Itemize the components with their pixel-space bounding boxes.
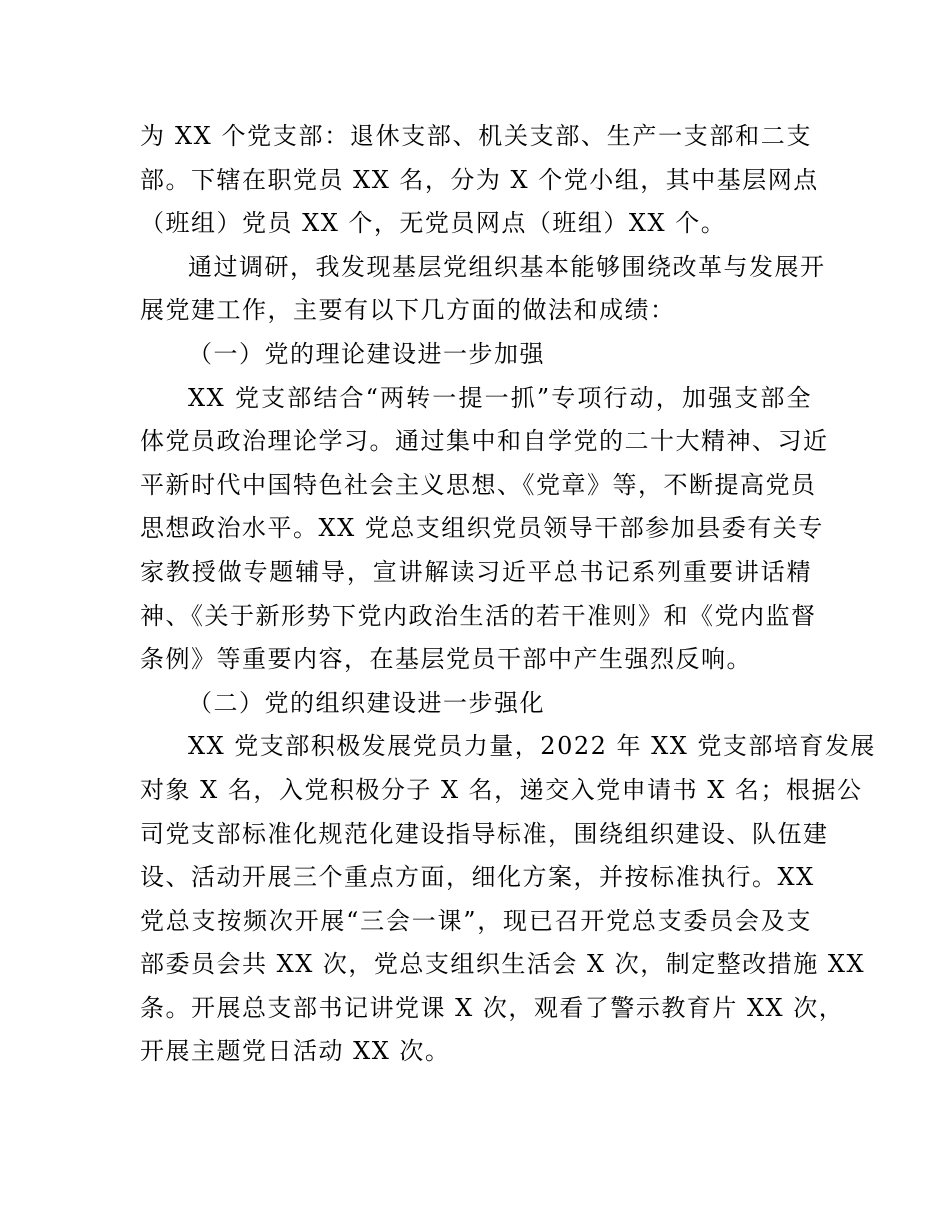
paragraph-4-line-5: 党总支按频次开展“三会一课”，现已召开党总支委员会及支 [140, 906, 812, 935]
paragraph-2-line-2: 展党建工作，主要有以下几方面的做法和成绩： [140, 296, 676, 325]
paragraph-3-line-6: 神、《关于新形势下党内政治生活的若干准则》和《党内监督 [140, 601, 817, 630]
document-body [140, 115, 876, 1074]
paragraph-3-line-5: 家教授做专题辅导，宣讲解读习近平总书记系列重要讲话精 [140, 557, 812, 586]
section-heading-2: （二）党的组织建设进一步强化 [188, 688, 545, 717]
paragraph-1-line-2: 部。下辖在职党员 XX 名，分为 X 个党小组，其中基层网点 [140, 165, 819, 194]
section-heading-1: （一）党的理论建设进一步加强 [188, 339, 545, 368]
paragraph-3-line-2: 体党员政治理论学习。通过集中和自学党的二十大精神、习近 [140, 427, 829, 456]
paragraph-4-line-1: XX 党支部积极发展党员力量，2022 年 XX 党支部培育发展 [188, 732, 876, 761]
paragraph-1-line-1: 为 XX 个党支部：退休支部、机关支部、生产一支部和二支 [140, 122, 812, 150]
paragraph-3-line-4: 思想政治水平。XX 党总支组织党员领导干部参加县委有关专 [140, 514, 824, 543]
paragraph-4-line-7: 条。开展总支部书记讲党课 X 次，观看了警示教育片 XX 次， [140, 993, 845, 1022]
paragraph-3-line-1: XX 党支部结合“两转一提一抓”专项行动，加强支部全 [188, 383, 812, 412]
paragraph-4-line-6: 部委员会共 XX 次，党总支组织生活会 X 次，制定整改措施 XX [140, 950, 866, 979]
paragraph-1-line-3: （班组）党员 XX 个，无党员网点（班组）XX 个。 [140, 209, 727, 238]
paragraph-4-line-8: 开展主题党日活动 XX 次。 [140, 1037, 451, 1066]
paragraph-3-line-7: 条例》等重要内容，在基层党员干部中产生强烈反响。 [140, 645, 752, 674]
paragraph-4-line-2: 对象 X 名，入党积极分子 X 名，递交入党申请书 X 名；根据公 [140, 775, 863, 804]
paragraph-2-line-1: 通过调研，我发现基层党组织基本能够围绕改革与发展开 [188, 252, 826, 281]
paragraph-3-line-3: 平新时代中国特色社会主义思想、《党章》等，不断提高党员 [140, 470, 817, 499]
paragraph-4-line-3: 司党支部标准化规范化建设指导标准，围绕组织建设、队伍建 [140, 819, 829, 848]
paragraph-4-line-4: 设、活动开展三个重点方面，细化方案，并按标准执行。XX [140, 863, 815, 892]
